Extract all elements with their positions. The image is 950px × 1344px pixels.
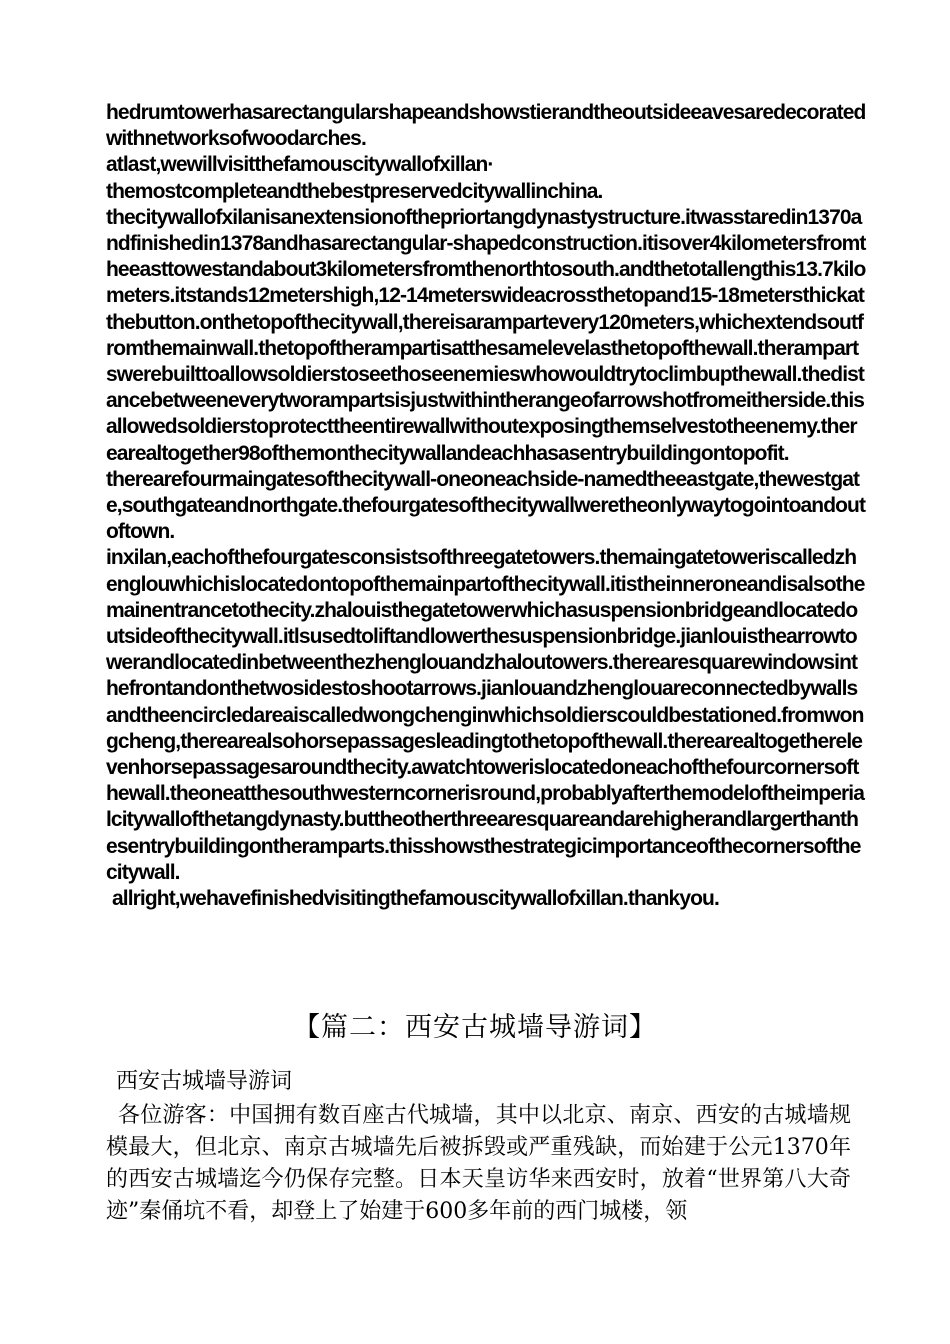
chinese-paragraph: 各位游客：中国拥有数百座古代城墙，其中以北京、南京、西安的古城墙规模最大，但北京、南京古城墙先后被拆毁或严重残缺，而始建于公元1370年的西安古城墙迄今仍保存完整。日本天皇访华来西安时，放着“世界第八大奇迹”秦俑坑不看，却登上了始建于600多年前的西门城楼，领 [106,1103,851,1224]
paragraph-four-gates: therearefourmaingatesofthecitywall-oneoneachside-namedtheeastgate,thewestgate,southgateandnorthgate.thefourgatesofthecitywallweretheonlywaytogointoandoutoftown. [106,467,866,544]
paragraph-city-wall-structure: thecitywallofxilanisanextensionofthepriortangdynastystructure.itwasstaredin1370andfinishedin1378andhasarectangular-shapedconstruction.itisover4kilometersfromtheeasttowestandabout3kilometersfromthenorthtosouth.andthetotallengthis13.7kilometers.itstands12metershigh,12-14meterswideacrossthetopand15-18metersthickatthebutton.onthetopofthecitywall,thereisarampartevery120meters,whichextendsoutfromthemainwall.thetopoftherampartisatthesamelevelasthetopofthewall.therampartswerebuilttoallowsoldierstoseethoseenemieswhowouldtrytoclimbupthewall.thedistancebetweeneverytworampartsisjustwithintherangeofarrowshotfromeitherside.thisallowedsoldierstoprotecttheentirewallwithoutexposingthemselvestotheenemy.therearealtogether98ofthemonthecitywallandeachhasasentrybuildingontopofit. [106,205,866,465]
chinese-tour-text [106,1066,851,1228]
paragraph-most-complete: themostcompleteandthebestpreservedcitywallinchina. [106,179,603,203]
paragraph-at-last: atlast,wewillvisitthefamouscitywallofxillan· [106,153,494,177]
section-title: 【篇二：西安古城墙导游词】 [293,1012,657,1043]
paragraph-drum-tower: hedrumtowerhasarectangularshapeandshowstierandtheoutsideeavesaredecoratedwithnetworksofwoodarches. [106,101,866,151]
paragraph-closing: allright,wehavefinishedvisitingthefamouscitywallofxillan.thankyou. [112,887,719,911]
english-tour-text [106,100,866,912]
paragraph-gate-towers: inxilan,eachofthefourgatesconsistsofthreegatetowers.themaingatetoweriscalledzhenglouwhichislocatedontopofthemainpartofthecitywall.itistheinneroneandisalsothemainentrancetothecity.zhalouisthegatetowerwhichasuspensionbridgeandlocatedoutsideofthecitywall.itlsusedtoliftandlowerthesuspensionbridge.jianlouisthearrowtowerandlocatedinbetweenthezhenglouandzhaloutowers.therearesquarewindowsinthefrontandonthetwosidestoshootarrows.jianlouandzhenglouareconnectedbywallsandtheencircledareaiscalledwongchenginwhichsoldierscouldbestationed.fromwongcheng,therearealsohorsepassagesleadingtothetopofthewall.therearealtogetherelevenhorsepassagesaroundthecity.awatchtowerislocatedoneachofthefourcornersofthewall.theoneatthesouthwesterncornerisround,probablyafterthemodeloftheimperialcitywallofthetangdynasty.buttheotherthreearesquareandarehigherandlargerthanthesentrybuildingontheramparts.thisshowsthestrategicimportanceofthecornersofthecitywall. [106,546,865,884]
chinese-subtitle: 西安古城墙导游词 [116,1069,293,1094]
